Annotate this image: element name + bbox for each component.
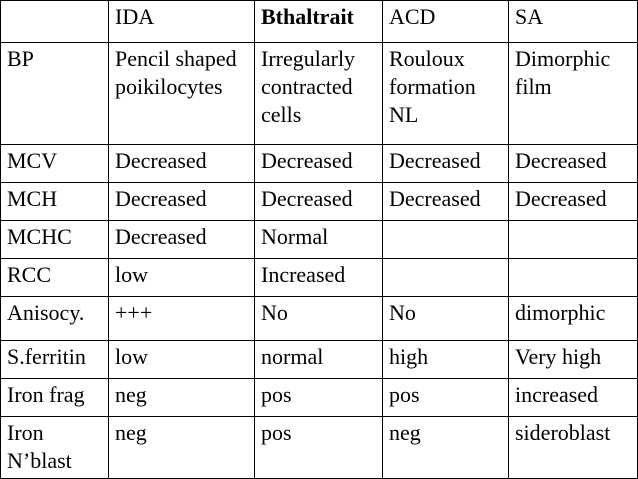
table-cell: Decreased [109, 221, 255, 259]
table-cell: low [109, 259, 255, 297]
table-row [1, 417, 638, 479]
table-cell: dimorphic [509, 297, 638, 341]
table-cell: high [383, 341, 509, 379]
table-cell: Irregularly contracted cells [255, 43, 383, 145]
row-label: RCC [1, 259, 109, 297]
table-cell: pos [255, 417, 383, 479]
table-cell: Very high [509, 341, 638, 379]
table-row [1, 297, 638, 341]
row-label: MCV [1, 145, 109, 183]
row-label: Iron N’blast [1, 417, 109, 479]
table-cell: pos [383, 379, 509, 417]
row-label: Anisocy. [1, 297, 109, 341]
table-row [1, 43, 638, 145]
table-row [1, 221, 638, 259]
table-cell [383, 221, 509, 259]
header-cell-ida: IDA [109, 1, 255, 43]
table-cell: low [109, 341, 255, 379]
table-row [1, 183, 638, 221]
row-label: MCH [1, 183, 109, 221]
table-cell [509, 259, 638, 297]
header-cell-acd: ACD [383, 1, 509, 43]
table-cell: Decreased [255, 145, 383, 183]
table-cell: sideroblast [509, 417, 638, 479]
table-cell: neg [383, 417, 509, 479]
table-cell: Normal [255, 221, 383, 259]
row-label: MCHC [1, 221, 109, 259]
table-cell [509, 221, 638, 259]
table-cell: No [255, 297, 383, 341]
row-label: Iron frag [1, 379, 109, 417]
row-label: S.ferritin [1, 341, 109, 379]
table-cell: Rouloux formation NL [383, 43, 509, 145]
table-cell: Decreased [383, 145, 509, 183]
table-row [1, 145, 638, 183]
table-row [1, 259, 638, 297]
table-header-row [1, 1, 638, 43]
table-cell: No [383, 297, 509, 341]
table-cell: Decreased [109, 183, 255, 221]
table-cell: Decreased [509, 183, 638, 221]
table-cell: neg [109, 417, 255, 479]
table-cell: pos [255, 379, 383, 417]
row-label: BP [1, 43, 109, 145]
table-cell: +++ [109, 297, 255, 341]
table-cell: Decreased [255, 183, 383, 221]
table-row [1, 341, 638, 379]
table-cell: increased [509, 379, 638, 417]
table-cell: Decreased [383, 183, 509, 221]
header-cell-bthaltrait: Bthaltrait [255, 1, 383, 43]
table-cell: neg [109, 379, 255, 417]
table-cell [383, 259, 509, 297]
header-cell-empty [1, 1, 109, 43]
table-cell: normal [255, 341, 383, 379]
table-cell: Pencil shaped poikilocytes [109, 43, 255, 145]
table-cell: Decreased [509, 145, 638, 183]
table-row [1, 379, 638, 417]
table-cell: Dimorphic film [509, 43, 638, 145]
table-cell: Decreased [109, 145, 255, 183]
header-cell-sa: SA [509, 1, 638, 43]
table-cell: Increased [255, 259, 383, 297]
